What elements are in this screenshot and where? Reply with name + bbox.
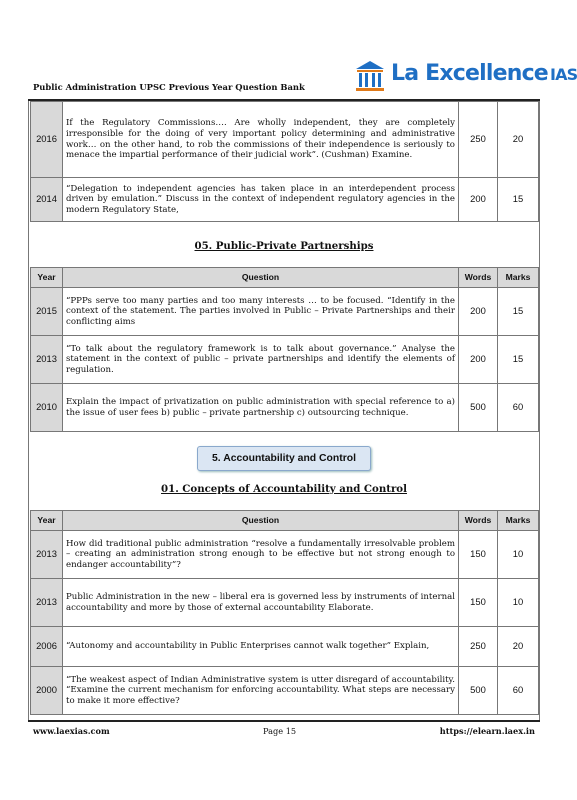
table-row bbox=[31, 667, 539, 715]
words-cell: 200 bbox=[459, 336, 498, 384]
marks-cell: 15 bbox=[498, 178, 539, 222]
year-cell: 2013 bbox=[31, 579, 63, 627]
words-cell: 500 bbox=[459, 667, 498, 715]
chapter-title: 5. Accountability and Control bbox=[197, 446, 371, 471]
year-cell: 2010 bbox=[31, 384, 63, 432]
table-row bbox=[31, 384, 539, 432]
marks-cell: 20 bbox=[498, 102, 539, 178]
table-row bbox=[31, 178, 539, 222]
question-cell: “Delegation to independent agencies has taken place in an interdependent process driven by emulation.” Discuss in the context of independent regulatory agencies in the modern Regulatory State, bbox=[63, 178, 459, 222]
words-cell: 150 bbox=[459, 531, 498, 579]
words-cell: 150 bbox=[459, 579, 498, 627]
year-header: Year bbox=[31, 511, 63, 531]
words-header: Words bbox=[459, 511, 498, 531]
chapter-banner bbox=[29, 446, 539, 471]
logo-wordmark: La Excellence IAS bbox=[391, 61, 577, 86]
table-header-row bbox=[31, 268, 539, 288]
footer-elearn-link[interactable]: https://elearn.laex.in bbox=[439, 726, 535, 736]
section-title-accountability: 01. Concepts of Accountability and Control bbox=[161, 483, 407, 495]
year-cell: 2006 bbox=[31, 627, 63, 667]
words-cell: 200 bbox=[459, 178, 498, 222]
words-cell: 500 bbox=[459, 384, 498, 432]
year-cell: 2015 bbox=[31, 288, 63, 336]
table-row bbox=[31, 579, 539, 627]
la-excellence-logo bbox=[353, 60, 577, 94]
marks-cell: 60 bbox=[498, 667, 539, 715]
table-row bbox=[31, 531, 539, 579]
year-header: Year bbox=[31, 268, 63, 288]
year-cell: 2014 bbox=[31, 178, 63, 222]
table-row bbox=[31, 288, 539, 336]
table-header-row bbox=[31, 511, 539, 531]
marks-cell: 15 bbox=[498, 336, 539, 384]
marks-header: Marks bbox=[498, 268, 539, 288]
words-cell: 250 bbox=[459, 627, 498, 667]
accountability-table bbox=[30, 510, 539, 715]
question-cell: Explain the impact of privatization on public administration with special reference to a) the issue of user fees b) public – private partnership c) outsourcing technique. bbox=[63, 384, 459, 432]
words-cell: 200 bbox=[459, 288, 498, 336]
question-cell: “Autonomy and accountability in Public Enterprises cannot walk together” Explain, bbox=[63, 627, 459, 667]
marks-cell: 60 bbox=[498, 384, 539, 432]
marks-cell: 10 bbox=[498, 579, 539, 627]
words-cell: 250 bbox=[459, 102, 498, 178]
marks-cell: 20 bbox=[498, 627, 539, 667]
page-header bbox=[33, 60, 577, 98]
page-footer bbox=[33, 726, 535, 740]
year-cell: 2013 bbox=[31, 531, 63, 579]
question-cell: “The weakest aspect of Indian Administrative system is utter disregard of accountability. “Examine the current mechanism for enforcing accountability. What steps are necessary to make it more effective? bbox=[63, 667, 459, 715]
continued-table bbox=[30, 101, 539, 222]
ppp-table bbox=[30, 267, 539, 432]
marks-header: Marks bbox=[498, 511, 539, 531]
question-header: Question bbox=[63, 511, 459, 531]
question-cell: Public Administration in the new – liberal era is governed less by instruments of internal accountability and more by those of external accountability Elaborate. bbox=[63, 579, 459, 627]
footer-divider bbox=[28, 720, 540, 722]
words-header: Words bbox=[459, 268, 498, 288]
table-row bbox=[31, 627, 539, 667]
marks-cell: 10 bbox=[498, 531, 539, 579]
marks-cell: 15 bbox=[498, 288, 539, 336]
question-cell: If the Regulatory Commissions…. Are wholly independent, they are completely irresponsible for the doing of very important policy determining and administrative work… on the other hand, to rob the commissions of their independence is seriously to menace the impartial performance of their judicial work”. (Cushman) Examine. bbox=[63, 102, 459, 178]
table-row bbox=[31, 102, 539, 178]
content-frame bbox=[28, 101, 540, 720]
logo-suffix: IAS bbox=[549, 65, 577, 84]
table-row bbox=[31, 336, 539, 384]
section-title-ppp: 05. Public-Private Partnerships bbox=[194, 240, 374, 252]
header-title: Public Administration UPSC Previous Year Question Bank bbox=[33, 82, 305, 92]
year-cell: 2016 bbox=[31, 102, 63, 178]
year-cell: 2013 bbox=[31, 336, 63, 384]
year-cell: 2000 bbox=[31, 667, 63, 715]
question-cell: “PPPs serve too many parties and too many interests … to be focused. “Identify in the context of the statement. The parties involved in Public – Private Partnerships and their conflicting aims bbox=[63, 288, 459, 336]
page-number: Page 15 bbox=[263, 726, 297, 736]
question-cell: How did traditional public administration “resolve a fundamentally irresolvable problem – creating an administration strong enough to be effective but not strong enough to endanger accountability”? bbox=[63, 531, 459, 579]
temple-logo-icon bbox=[353, 60, 387, 94]
question-cell: “To talk about the regulatory framework is to talk about governance.” Analyse the statement in the context of public – private partnerships and identify the elements of regulation. bbox=[63, 336, 459, 384]
question-header: Question bbox=[63, 268, 459, 288]
footer-website-link[interactable]: www.laexias.com bbox=[33, 726, 110, 736]
